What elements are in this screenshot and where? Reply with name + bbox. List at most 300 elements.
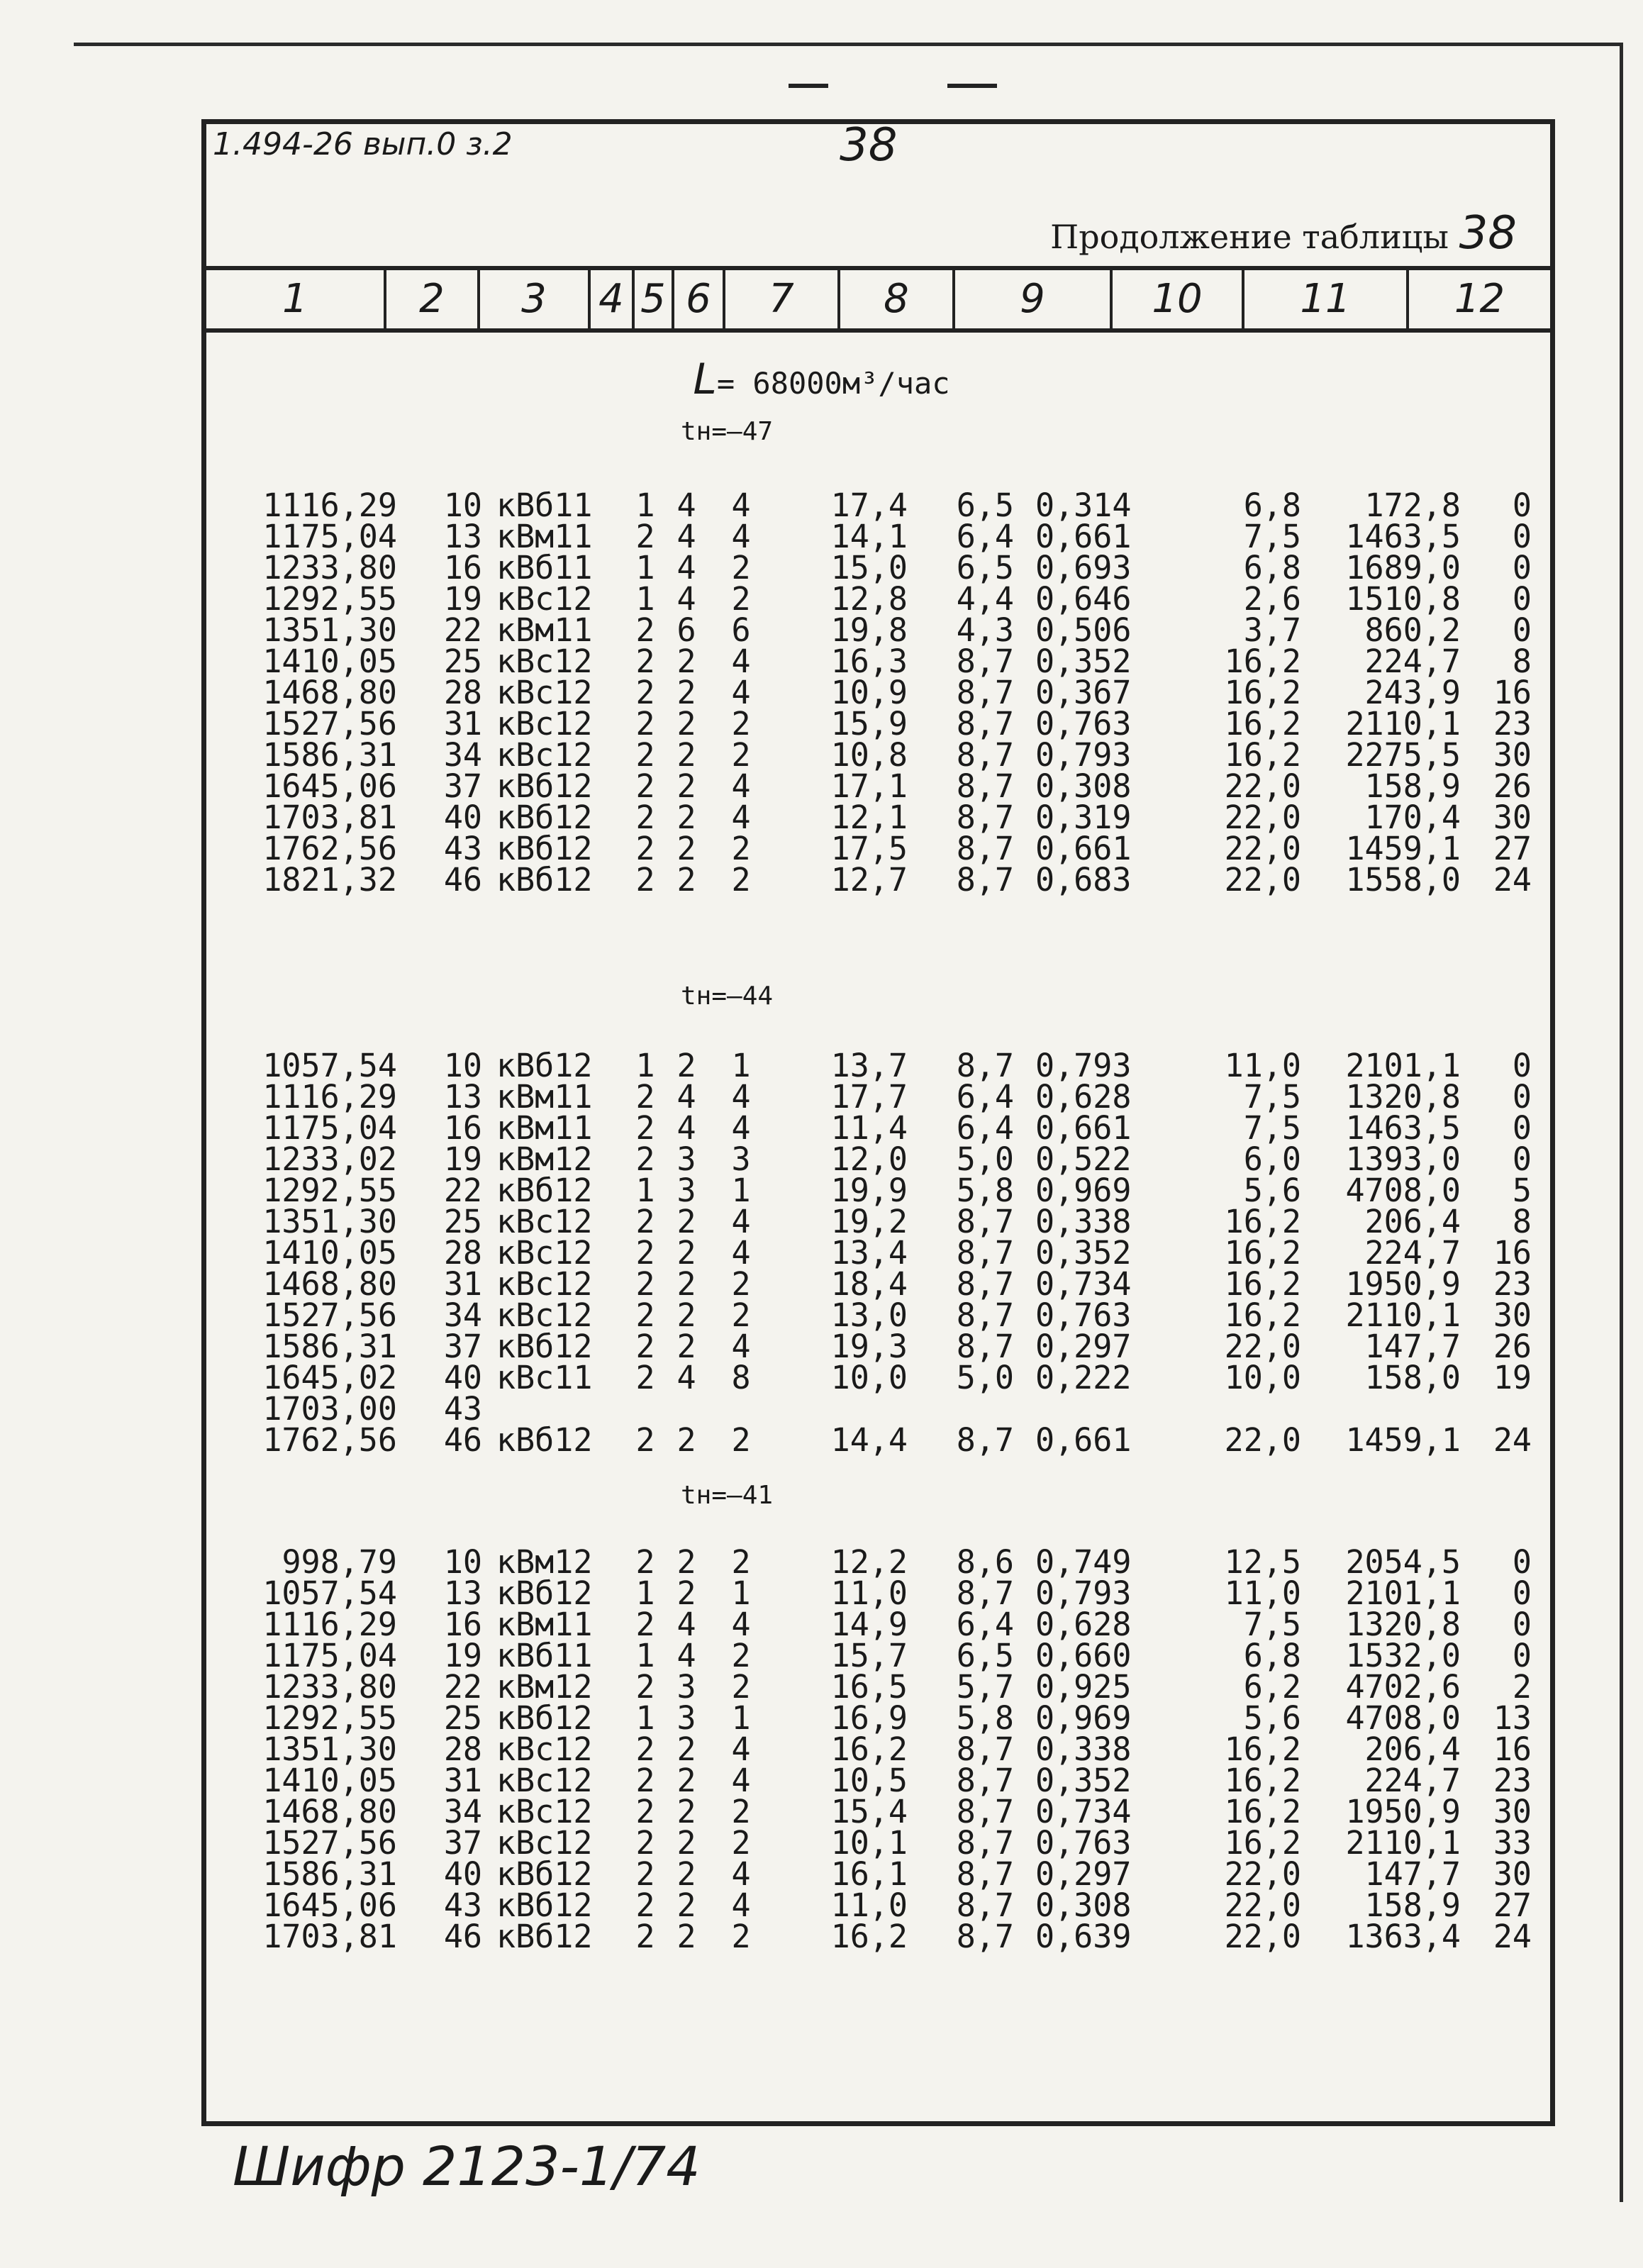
table-cell: 40 xyxy=(443,799,482,836)
table-cell: 1532,0 xyxy=(1345,1637,1461,1674)
table-cell: 24 xyxy=(1493,861,1532,899)
table-cell: 46 xyxy=(443,861,482,899)
table-cell: 6,4 xyxy=(956,1078,1014,1116)
table-cell: 12,8 xyxy=(830,580,908,618)
table-cell: 16,2 xyxy=(1224,1203,1301,1240)
table-cell: 0,969 xyxy=(1035,1699,1132,1737)
table-cell: 1351,30 xyxy=(262,1203,397,1240)
table-cell: 2 xyxy=(676,1296,696,1334)
table-cell: 4 xyxy=(676,1078,696,1116)
table-cell: 4 xyxy=(731,643,751,680)
table-cell: 2 xyxy=(635,1730,655,1768)
table-cell: 8,7 xyxy=(956,674,1014,711)
table-cell: 0,763 xyxy=(1035,705,1132,743)
table-cell: 2 xyxy=(676,1793,696,1830)
table-cell: 4 xyxy=(731,1855,751,1893)
table-cell: 2 xyxy=(676,1824,696,1862)
table-cell: 243,9 xyxy=(1364,674,1461,711)
table-cell: 16,2 xyxy=(1224,643,1301,680)
table-cell: 6,8 xyxy=(1243,487,1301,524)
table-cell: 1703,00 xyxy=(262,1390,397,1428)
table-cell: 2 xyxy=(635,1359,655,1396)
table-cell: 0,628 xyxy=(1035,1606,1132,1643)
table-cell: 2 xyxy=(731,549,751,587)
table-cell: кВс12 xyxy=(496,705,593,743)
table-cell: 4 xyxy=(731,1762,751,1799)
table-cell: 4 xyxy=(676,1109,696,1147)
table-cell: 2 xyxy=(635,861,655,899)
page-number: 38 xyxy=(840,119,898,172)
table-cell: 1950,9 xyxy=(1345,1793,1461,1830)
table-row xyxy=(0,1359,1643,1396)
table-cell: 0 xyxy=(1512,1543,1532,1581)
table-cell: 1 xyxy=(731,1574,751,1612)
table-cell: кВм12 xyxy=(496,1140,593,1178)
table-cell: кВб11 xyxy=(496,487,593,524)
table-cell: 17,5 xyxy=(830,830,908,867)
table-cell: кВс12 xyxy=(496,1762,593,1799)
table-cell: 30 xyxy=(1493,799,1532,836)
document-reference: 1.494-26 вып.0 з.2 xyxy=(213,126,513,162)
table-cell: 2 xyxy=(731,1637,751,1674)
table-cell: 16 xyxy=(1493,1234,1532,1272)
table-cell: 2,6 xyxy=(1243,580,1301,618)
table-cell: 4 xyxy=(676,549,696,587)
table-cell: 1175,04 xyxy=(262,518,397,555)
table-cell: 2 xyxy=(635,674,655,711)
table-cell: 2 xyxy=(731,1793,751,1830)
table-cell: 0 xyxy=(1512,518,1532,555)
table-cell: 16,1 xyxy=(830,1855,908,1893)
table-cell: 31 xyxy=(443,1265,482,1303)
table-cell: 1586,31 xyxy=(262,1328,397,1365)
table-cell: 12,0 xyxy=(830,1140,908,1178)
table-cell: 0,646 xyxy=(1035,580,1132,618)
table-cell: 8,7 xyxy=(956,767,1014,805)
table-cell: 2 xyxy=(1512,1668,1532,1706)
table-cell: 34 xyxy=(443,1296,482,1334)
table-cell: 1645,02 xyxy=(262,1359,397,1396)
table-cell: кВс12 xyxy=(496,1203,593,1240)
table-cell: кВс12 xyxy=(496,1234,593,1272)
table-cell: 10 xyxy=(443,487,482,524)
table-cell: 12,7 xyxy=(830,861,908,899)
table-cell: 16 xyxy=(1493,674,1532,711)
table-cell: 0,222 xyxy=(1035,1359,1132,1396)
table-cell: 0,338 xyxy=(1035,1203,1132,1240)
column-header-row xyxy=(206,266,1550,333)
table-cell: 19 xyxy=(443,1140,482,1178)
table-cell: 4 xyxy=(731,767,751,805)
table-cell: кВс12 xyxy=(496,1265,593,1303)
table-cell: 3,7 xyxy=(1243,611,1301,649)
table-cell: 4 xyxy=(731,1730,751,1768)
column-header: 1 xyxy=(206,270,386,328)
table-cell: 1410,05 xyxy=(262,1762,397,1799)
table-cell: 5,6 xyxy=(1243,1699,1301,1737)
table-cell: кВс12 xyxy=(496,580,593,618)
table-cell: кВс12 xyxy=(496,1793,593,1830)
table-cell: 40 xyxy=(443,1359,482,1396)
table-cell: 2 xyxy=(635,1543,655,1581)
table-cell: 17,1 xyxy=(830,767,908,805)
table-cell: 37 xyxy=(443,767,482,805)
table-cell: 13,4 xyxy=(830,1234,908,1272)
table-cell: 2 xyxy=(676,705,696,743)
table-number: 38 xyxy=(1459,207,1517,260)
table-cell: 16,2 xyxy=(1224,705,1301,743)
table-cell: кВс12 xyxy=(496,674,593,711)
table-cell: кВб12 xyxy=(496,1699,593,1737)
column-header: 5 xyxy=(635,270,674,328)
table-cell: 8,7 xyxy=(956,1328,1014,1365)
table-cell: 16,2 xyxy=(1224,1762,1301,1799)
table-cell: 8,7 xyxy=(956,1265,1014,1303)
table-cell: 0 xyxy=(1512,1574,1532,1612)
table-cell: 0,763 xyxy=(1035,1296,1132,1334)
table-cell: 12,2 xyxy=(830,1543,908,1581)
table-cell: 7,5 xyxy=(1243,1109,1301,1147)
table-cell: 3 xyxy=(676,1668,696,1706)
table-cell: 2 xyxy=(676,1574,696,1612)
table-cell: 19,3 xyxy=(830,1328,908,1365)
table-cell: 1 xyxy=(635,1699,655,1737)
table-cell: 4702,6 xyxy=(1345,1668,1461,1706)
table-cell: 998,79 xyxy=(282,1543,397,1581)
table-cell: 1292,55 xyxy=(262,1699,397,1737)
table-continuation-caption xyxy=(1050,207,1517,260)
table-cell: 0 xyxy=(1512,1637,1532,1674)
table-cell: 22,0 xyxy=(1224,861,1301,899)
table-cell: 1645,06 xyxy=(262,767,397,805)
table-cell: 8,7 xyxy=(956,1574,1014,1612)
table-cell: 8,7 xyxy=(956,1047,1014,1084)
table-cell: 1320,8 xyxy=(1345,1606,1461,1643)
table-cell: 0,734 xyxy=(1035,1793,1132,1830)
table-cell: 1558,0 xyxy=(1345,861,1461,899)
table-cell: 12,5 xyxy=(1224,1543,1301,1581)
table-cell: 1410,05 xyxy=(262,643,397,680)
table-cell: 6 xyxy=(676,611,696,649)
table-cell: 18,4 xyxy=(830,1265,908,1303)
table-cell: 1292,55 xyxy=(262,580,397,618)
table-cell: 2 xyxy=(635,1140,655,1178)
table-cell: 2 xyxy=(635,1234,655,1272)
table-cell: 8,6 xyxy=(956,1543,1014,1581)
table-cell: 2 xyxy=(731,705,751,743)
table-cell: 16,2 xyxy=(1224,1296,1301,1334)
table-cell: 2 xyxy=(635,1824,655,1862)
table-cell: 1116,29 xyxy=(262,487,397,524)
table-cell: 3 xyxy=(676,1140,696,1178)
table-cell: 0,969 xyxy=(1035,1172,1132,1209)
table-cell: 4708,0 xyxy=(1345,1699,1461,1737)
table-cell: 7,5 xyxy=(1243,1078,1301,1116)
table-cell: 22,0 xyxy=(1224,1886,1301,1924)
table-cell: кВб12 xyxy=(496,861,593,899)
table-cell: 4 xyxy=(676,1359,696,1396)
table-cell: 2 xyxy=(731,736,751,774)
table-cell: 16,2 xyxy=(1224,1824,1301,1862)
table-cell: 0,661 xyxy=(1035,830,1132,867)
column-header: 2 xyxy=(386,270,480,328)
table-cell: 224,7 xyxy=(1364,643,1461,680)
table-cell: 0,661 xyxy=(1035,1109,1132,1147)
table-cell: 10 xyxy=(443,1047,482,1084)
table-cell: 1468,80 xyxy=(262,1793,397,1830)
table-cell: 2 xyxy=(676,1762,696,1799)
table-cell: 22 xyxy=(443,611,482,649)
table-cell: 1510,8 xyxy=(1345,580,1461,618)
table-cell: 0,308 xyxy=(1035,1886,1132,1924)
table-cell: 4 xyxy=(731,1606,751,1643)
table-cell: 26 xyxy=(1493,1328,1532,1365)
table-cell: 1586,31 xyxy=(262,1855,397,1893)
table-cell: 1057,54 xyxy=(262,1047,397,1084)
table-cell: 2101,1 xyxy=(1345,1047,1461,1084)
table-cell: 28 xyxy=(443,1234,482,1272)
table-cell: 2 xyxy=(676,1328,696,1365)
table-cell: 22,0 xyxy=(1224,799,1301,836)
table-row xyxy=(0,1920,1643,1953)
table-cell: 1175,04 xyxy=(262,1109,397,1147)
table-cell: 1057,54 xyxy=(262,1574,397,1612)
table-cell: 2101,1 xyxy=(1345,1574,1461,1612)
table-cell: 1410,05 xyxy=(262,1234,397,1272)
top-mark-left xyxy=(789,84,828,88)
table-cell: 16 xyxy=(443,1606,482,1643)
table-cell: кВм11 xyxy=(496,1606,593,1643)
table-cell: 11,0 xyxy=(1224,1047,1301,1084)
table-cell: 8,7 xyxy=(956,736,1014,774)
table-cell: 11,0 xyxy=(1224,1574,1301,1612)
table-cell: 1351,30 xyxy=(262,611,397,649)
table-cell: 224,7 xyxy=(1364,1762,1461,1799)
table-cell: 2 xyxy=(676,1918,696,1955)
table-cell: 2 xyxy=(731,1296,751,1334)
table-cell: 1233,80 xyxy=(262,1668,397,1706)
table-cell: 31 xyxy=(443,705,482,743)
table-cell: 1703,81 xyxy=(262,1918,397,1955)
table-cell: 0,749 xyxy=(1035,1543,1132,1581)
table-cell: 0,683 xyxy=(1035,861,1132,899)
table-cell: 2275,5 xyxy=(1345,736,1461,774)
table-cell: 2 xyxy=(676,1730,696,1768)
table-cell: 19 xyxy=(443,580,482,618)
table-cell: 2 xyxy=(676,1886,696,1924)
table-cell: 1459,1 xyxy=(1345,1421,1461,1459)
table-cell: 0,660 xyxy=(1035,1637,1132,1674)
table-cell: кВм12 xyxy=(496,1668,593,1706)
table-cell: 0,661 xyxy=(1035,1421,1132,1459)
table-cell: 16,5 xyxy=(830,1668,908,1706)
table-cell: 0,352 xyxy=(1035,643,1132,680)
table-cell: 2 xyxy=(731,1265,751,1303)
table-cell: 2 xyxy=(676,1047,696,1084)
table-cell: 6,2 xyxy=(1243,1668,1301,1706)
table-cell: 1393,0 xyxy=(1345,1140,1461,1178)
table-cell: 6 xyxy=(731,611,751,649)
table-cell: 0 xyxy=(1512,1606,1532,1643)
table-cell: 2 xyxy=(731,830,751,867)
table-cell: 24 xyxy=(1493,1421,1532,1459)
table-cell: 1762,56 xyxy=(262,1421,397,1459)
table-cell: 7,5 xyxy=(1243,518,1301,555)
table-cell: 2 xyxy=(676,674,696,711)
table-cell: 1175,04 xyxy=(262,1637,397,1674)
table-cell: 16,2 xyxy=(1224,1793,1301,1830)
table-row xyxy=(0,1421,1643,1459)
table-cell: 8,7 xyxy=(956,1730,1014,1768)
table-cell: 8,7 xyxy=(956,1793,1014,1830)
table-cell: кВс11 xyxy=(496,1359,593,1396)
table-cell: 19 xyxy=(1493,1359,1532,1396)
table-cell: 1645,06 xyxy=(262,1886,397,1924)
table-cell: кВм12 xyxy=(496,1543,593,1581)
table-cell: 43 xyxy=(443,1390,482,1428)
table-cell: 5 xyxy=(1512,1172,1532,1209)
table-cell: 6,4 xyxy=(956,1606,1014,1643)
table-cell: 0 xyxy=(1512,1140,1532,1178)
table-cell: кВб11 xyxy=(496,1637,593,1674)
table-cell: 10 xyxy=(443,1543,482,1581)
table-cell: 2 xyxy=(635,1109,655,1147)
table-cell: 2 xyxy=(635,705,655,743)
top-mark-right xyxy=(947,84,997,88)
table-cell: кВб12 xyxy=(496,1574,593,1612)
table-cell: 10,0 xyxy=(830,1359,908,1396)
table-cell: 2 xyxy=(676,1855,696,1893)
table-cell: 13,7 xyxy=(830,1047,908,1084)
table-cell: 6,4 xyxy=(956,1109,1014,1147)
table-cell: 8,7 xyxy=(956,1234,1014,1272)
table-cell: 2 xyxy=(676,767,696,805)
column-header: 9 xyxy=(955,270,1113,328)
document-cipher: Шифр 2123-1/74 xyxy=(233,2135,701,2198)
table-cell: 15,7 xyxy=(830,1637,908,1674)
table-cell: 30 xyxy=(1493,736,1532,774)
table-cell: 206,4 xyxy=(1364,1203,1461,1240)
table-cell: кВб12 xyxy=(496,1421,593,1459)
table-cell: 16 xyxy=(1493,1730,1532,1768)
table-cell: 26 xyxy=(1493,767,1532,805)
table-cell: 8 xyxy=(1512,643,1532,680)
table-cell: 16 xyxy=(443,549,482,587)
table-cell: 34 xyxy=(443,736,482,774)
table-cell: кВм11 xyxy=(496,1078,593,1116)
table-cell: 1 xyxy=(731,1699,751,1737)
table-cell: 5,6 xyxy=(1243,1172,1301,1209)
column-header: 6 xyxy=(674,270,725,328)
table-cell: 8,7 xyxy=(956,1296,1014,1334)
table-cell: 4 xyxy=(676,518,696,555)
table-cell: 46 xyxy=(443,1918,482,1955)
table-cell: кВб12 xyxy=(496,799,593,836)
table-cell: 0 xyxy=(1512,1109,1532,1147)
table-cell: 4 xyxy=(676,1606,696,1643)
table-cell: 27 xyxy=(1493,1886,1532,1924)
table-cell: 37 xyxy=(443,1328,482,1365)
table-cell: 170,4 xyxy=(1364,799,1461,836)
table-cell: 1586,31 xyxy=(262,736,397,774)
table-cell: 8 xyxy=(731,1359,751,1396)
table-cell: 24 xyxy=(1493,1918,1532,1955)
table-cell: 5,8 xyxy=(956,1172,1014,1209)
table-cell: 2 xyxy=(676,1543,696,1581)
table-cell: 13 xyxy=(1493,1699,1532,1737)
table-cell: 1233,80 xyxy=(262,549,397,587)
table-cell: 37 xyxy=(443,1824,482,1862)
table-cell: 2 xyxy=(676,736,696,774)
table-cell: 1292,55 xyxy=(262,1172,397,1209)
table-cell: 1527,56 xyxy=(262,705,397,743)
table-cell: кВб12 xyxy=(496,1886,593,1924)
table-cell: 2 xyxy=(635,1203,655,1240)
table-cell: 43 xyxy=(443,1886,482,1924)
table-cell: 4,3 xyxy=(956,611,1014,649)
column-header: 7 xyxy=(725,270,840,328)
table-cell: 15,9 xyxy=(830,705,908,743)
table-cell: 16,2 xyxy=(1224,736,1301,774)
table-cell: 28 xyxy=(443,674,482,711)
table-cell: 25 xyxy=(443,643,482,680)
table-cell: 1527,56 xyxy=(262,1296,397,1334)
table-cell: 31 xyxy=(443,1762,482,1799)
table-cell: 0,734 xyxy=(1035,1265,1132,1303)
table-cell: 2 xyxy=(635,799,655,836)
table-cell: кВб12 xyxy=(496,1047,593,1084)
table-cell: 2 xyxy=(676,1265,696,1303)
table-cell: 1463,5 xyxy=(1345,518,1461,555)
table-cell: 2 xyxy=(635,1668,655,1706)
table-cell: 1363,4 xyxy=(1345,1918,1461,1955)
section-title: tн=–41 xyxy=(681,1481,774,1510)
table-cell: 2 xyxy=(635,611,655,649)
section-title: tн=–44 xyxy=(681,982,774,1011)
table-cell: 0,639 xyxy=(1035,1918,1132,1955)
table-cell: 0,367 xyxy=(1035,674,1132,711)
table-cell: 2 xyxy=(676,861,696,899)
table-cell: 6,5 xyxy=(956,549,1014,587)
table-cell: 22,0 xyxy=(1224,1328,1301,1365)
table-cell: 10,1 xyxy=(830,1824,908,1862)
table-cell: 14,9 xyxy=(830,1606,908,1643)
table-cell: 10,8 xyxy=(830,736,908,774)
table-cell: 8,7 xyxy=(956,1918,1014,1955)
table-cell: 2 xyxy=(676,1421,696,1459)
table-cell: 0 xyxy=(1512,1078,1532,1116)
table-cell: 19,9 xyxy=(830,1172,908,1209)
table-cell: 13 xyxy=(443,1078,482,1116)
table-cell: 8,7 xyxy=(956,1762,1014,1799)
table-cell: 2 xyxy=(731,1421,751,1459)
table-cell: 30 xyxy=(1493,1855,1532,1893)
table-cell: 23 xyxy=(1493,705,1532,743)
table-cell: 1821,32 xyxy=(262,861,397,899)
table-cell: 3 xyxy=(676,1699,696,1737)
table-cell: 0,522 xyxy=(1035,1140,1132,1178)
table-cell: 2 xyxy=(731,1918,751,1955)
table-cell: 0,793 xyxy=(1035,736,1132,774)
table-cell: 0,506 xyxy=(1035,611,1132,649)
table-cell: 2 xyxy=(676,830,696,867)
table-cell: 2 xyxy=(635,1078,655,1116)
table-cell: 172,8 xyxy=(1364,487,1461,524)
table-cell: 13,0 xyxy=(830,1296,908,1334)
table-cell: кВм11 xyxy=(496,611,593,649)
table-cell: 1950,9 xyxy=(1345,1265,1461,1303)
table-cell: 0,661 xyxy=(1035,518,1132,555)
